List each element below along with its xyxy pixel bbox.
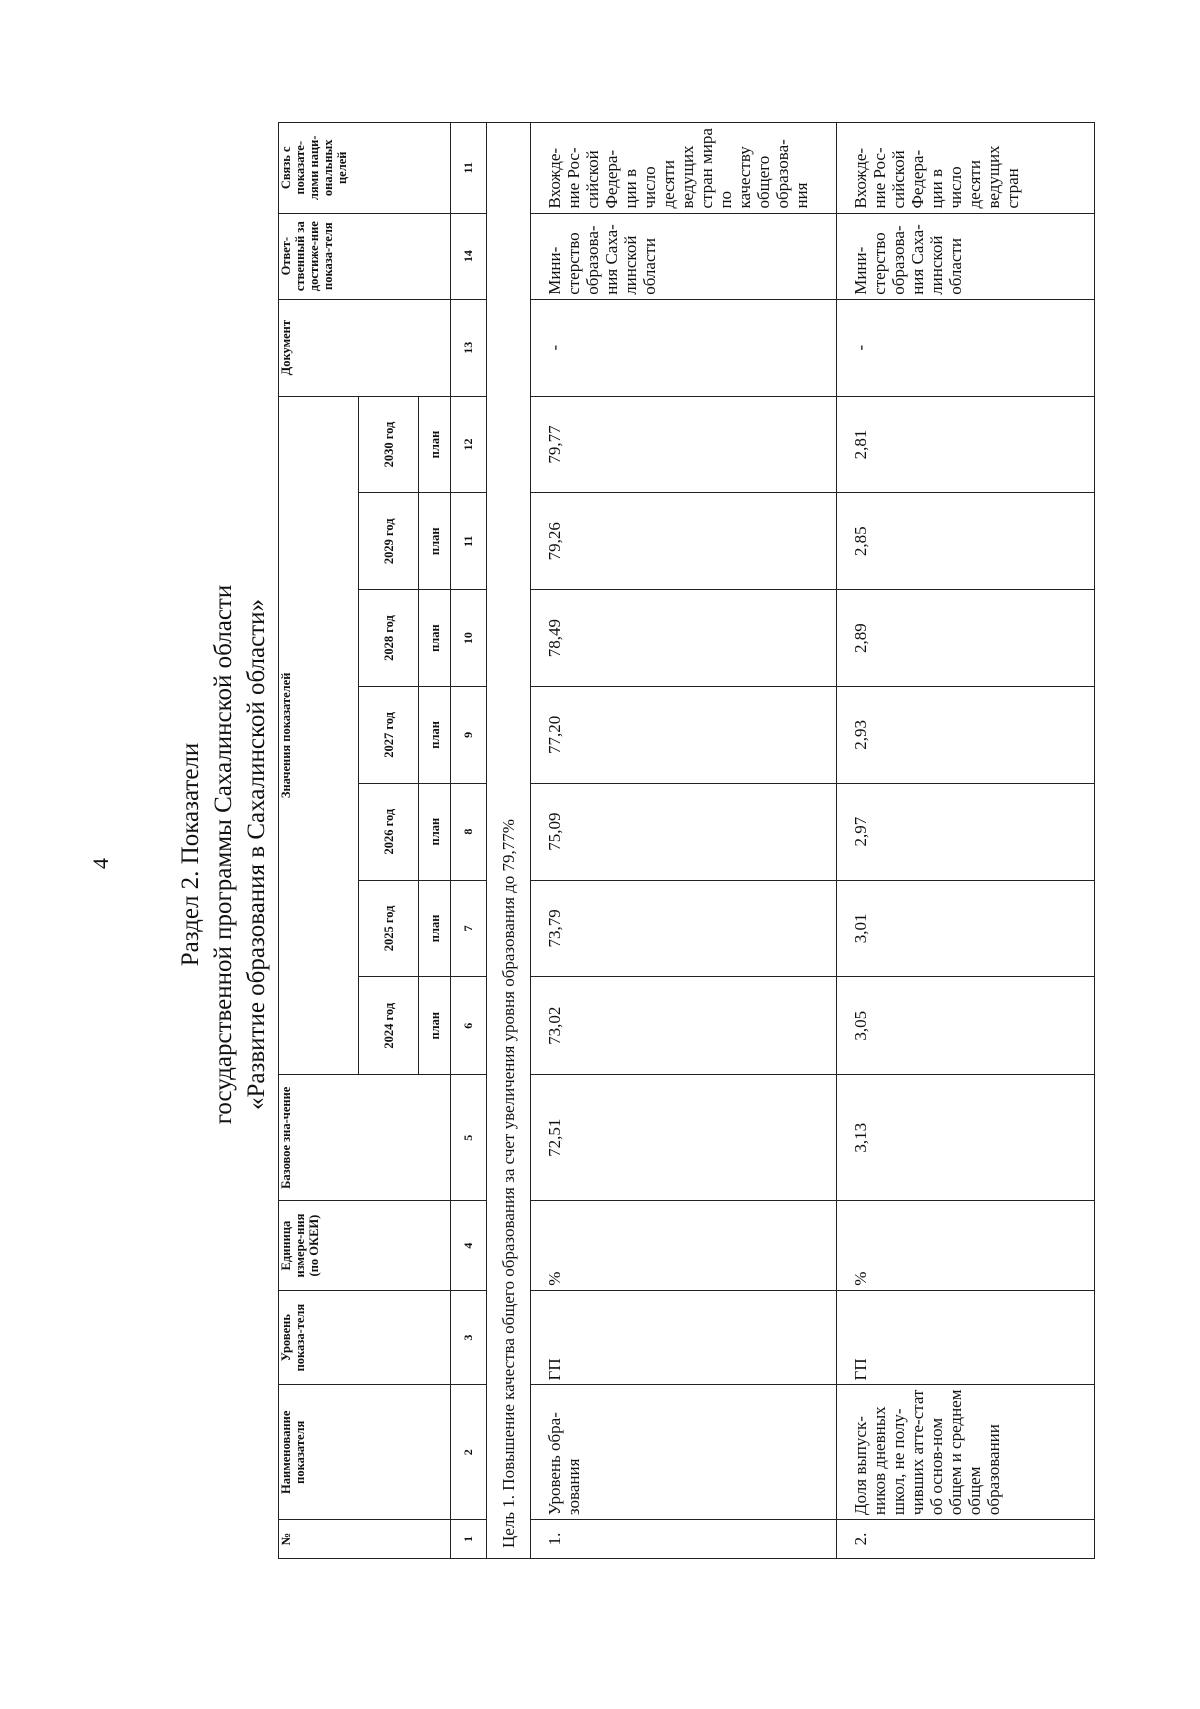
base-value: 72,51: [531, 1075, 837, 1201]
column-number: 4: [451, 1201, 487, 1290]
header-plan: план: [419, 686, 451, 783]
value-2024: 73,02: [531, 977, 837, 1075]
row-number: 2.: [837, 1520, 1095, 1559]
header-plan: план: [419, 783, 451, 880]
indicators-table: [278, 122, 1095, 1559]
value-2024: 3,05: [837, 977, 1095, 1075]
indicator-unit: %: [837, 1201, 1095, 1290]
header-plan: план: [419, 880, 451, 977]
table-row: [531, 123, 837, 1559]
indicator-level: ГП: [531, 1290, 837, 1385]
header-responsible: Ответ-ственный за достиже-ние показа-теля: [279, 213, 451, 299]
value-2027: 2,93: [837, 686, 1095, 783]
value-2025: 3,01: [837, 880, 1095, 977]
header-plan: план: [419, 977, 451, 1075]
column-number: 5: [451, 1075, 487, 1201]
header-name: Наименование показателя: [279, 1385, 451, 1520]
page-subtitle: государственной программы Сахалинской области: [210, 584, 237, 1125]
column-number: 10: [451, 590, 487, 687]
responsible-cell: Мини-стерство образова-ния Саха-линской области: [837, 213, 1095, 299]
value-2028: 78,49: [531, 590, 837, 687]
column-number: 12: [451, 396, 487, 493]
page-title: Раздел 2. Показатели: [177, 742, 204, 967]
page-number: 4: [88, 858, 113, 869]
header-level: Уровень показа-теля: [279, 1290, 451, 1385]
value-2026: 75,09: [531, 783, 837, 880]
value-2028: 2,89: [837, 590, 1095, 687]
header-year: 2028 год: [359, 590, 419, 687]
column-number: 11: [451, 493, 487, 590]
value-2030: 79,77: [531, 396, 837, 493]
value-2025: 73,79: [531, 880, 837, 977]
value-2027: 77,20: [531, 686, 837, 783]
column-number: 1: [451, 1520, 487, 1559]
column-number: 9: [451, 686, 487, 783]
link-cell: Вхожде-ние Рос-сийской Федера-ции в число десяти ведущих стран мира по качеству общего образова-ния: [531, 123, 837, 214]
value-2026: 2,97: [837, 783, 1095, 880]
header-base: Базовое зна-чение: [279, 1075, 451, 1201]
header-year: 2026 год: [359, 783, 419, 880]
goal-row: Цель 1. Повышение качества общего образования за счет увеличения уровня образования до 79,77%: [487, 123, 531, 1559]
header-year: 2024 год: [359, 977, 419, 1075]
document-cell: -: [837, 299, 1095, 396]
base-value: 3,13: [837, 1075, 1095, 1201]
header-year: 2027 год: [359, 686, 419, 783]
document-cell: -: [531, 299, 837, 396]
header-link: Связь с показате-лями наци-ональных целей: [279, 123, 451, 214]
value-2029: 2,85: [837, 493, 1095, 590]
program-name: «Развитие образования в Сахалинской области»: [243, 598, 270, 1111]
column-number: 8: [451, 783, 487, 880]
responsible-cell: Мини-стерство образова-ния Саха-линской области: [531, 213, 837, 299]
indicator-unit: %: [531, 1201, 837, 1290]
header-plan: план: [419, 590, 451, 687]
header-unit: Единица измере-ния (по ОКЕИ): [279, 1201, 451, 1290]
header-values-group: Значения показателей: [279, 396, 359, 1075]
column-number: 14: [451, 213, 487, 299]
value-2029: 79,26: [531, 493, 837, 590]
table-row: [837, 123, 1095, 1559]
header-year: 2029 год: [359, 493, 419, 590]
row-number: 1.: [531, 1520, 837, 1559]
header-num: №: [279, 1520, 451, 1559]
value-2030: 2,81: [837, 396, 1095, 493]
column-number: 7: [451, 880, 487, 977]
column-number: 3: [451, 1290, 487, 1385]
header-plan: план: [419, 493, 451, 590]
column-number: 11: [451, 123, 487, 214]
link-cell: Вхожде-ние Рос-сийской Федера-ции в число десяти ведущих стран: [837, 123, 1095, 214]
column-number: 6: [451, 977, 487, 1075]
header-year: 2030 год: [359, 396, 419, 493]
column-number: 2: [451, 1385, 487, 1520]
column-number: 13: [451, 299, 487, 396]
header-year: 2025 год: [359, 880, 419, 977]
indicator-name: Уровень обра-зования: [531, 1385, 837, 1520]
indicator-name: Доля выпуск-ников дневных школ, не полу-чивших атте-стат об основ-ном общем и среднем общем образовании: [837, 1385, 1095, 1520]
header-document: Документ: [279, 299, 451, 396]
header-plan: план: [419, 396, 451, 493]
indicator-level: ГП: [837, 1290, 1095, 1385]
